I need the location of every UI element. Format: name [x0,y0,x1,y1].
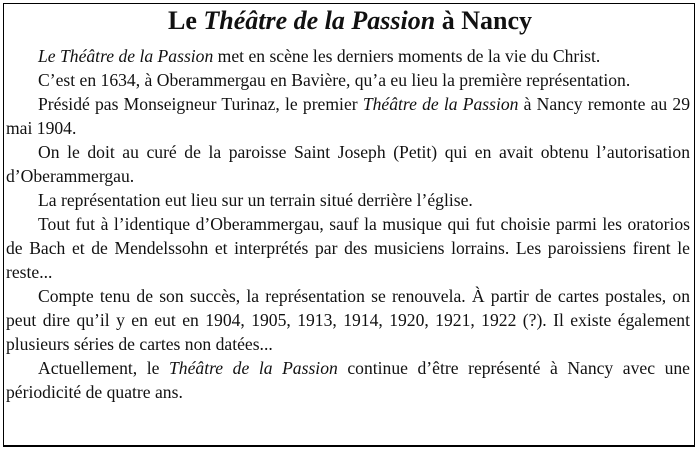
paragraph-4-text: On le doit au curé de la paroisse Saint Joseph (Petit) qui en avait obtenu l’autorisation d’Oberammergau. [6,142,690,186]
paragraph-3-italic: Théâtre de la Passion [362,94,519,114]
paragraph-5 [6,188,690,212]
paragraph-3-text-b: à Nancy remonte au 29 mai 1904. [6,94,691,138]
paragraph-3-text-a: Présidé pas Monseigneur Turinaz, le premier [38,94,363,114]
paragraph-1-italic: Le Théâtre de la Passion [38,46,214,66]
paragraph-4 [6,140,690,188]
paragraph-1 [6,44,690,68]
title-part-1: Le [167,6,204,35]
title-part-2: à Nancy [435,6,532,35]
paragraph-1-text-b: met en scène les derniers moments de la vie du Christ. [213,46,601,66]
article-body [6,44,690,404]
paragraph-8-text-a: Actuellement, le [38,358,169,378]
paragraph-8 [6,356,690,404]
paragraph-7 [6,284,690,356]
title-italic: Théâtre de la Passion [203,6,436,35]
paragraph-5-text: La représentation eut lieu sur un terrain situé derrière l’église. [38,190,473,210]
paragraph-2 [6,68,690,92]
paragraph-2-text: C’est en 1634, à Oberammergau en Bavière, qu’a eu lieu la première représentation. [38,70,631,90]
paragraph-6-text: Tout fut à l’identique d’Oberammergau, sauf la musique qui fut choisie parmi les oratorios de Bach et de Mendelssohn et interprétés par des musiciens lorrains. Les paroissiens firent le reste... [6,214,690,282]
paragraph-8-text-b: continue d’être représenté à Nancy avec une périodicité de quatre ans. [6,358,690,402]
paragraph-8-italic: Théâtre de la Passion [169,358,338,378]
paragraph-7-text: Compte tenu de son succès, la représentation se renouvela. À partir de cartes postales, on peut dire qu’il y en eut en 1904, 1905, 1913, 1914, 1920, 1921, 1922 (?). Il existe également plusieurs séries de cartes non datées... [6,286,690,354]
paragraph-3 [6,92,690,140]
article-title [0,4,700,38]
paragraph-6 [6,212,690,284]
